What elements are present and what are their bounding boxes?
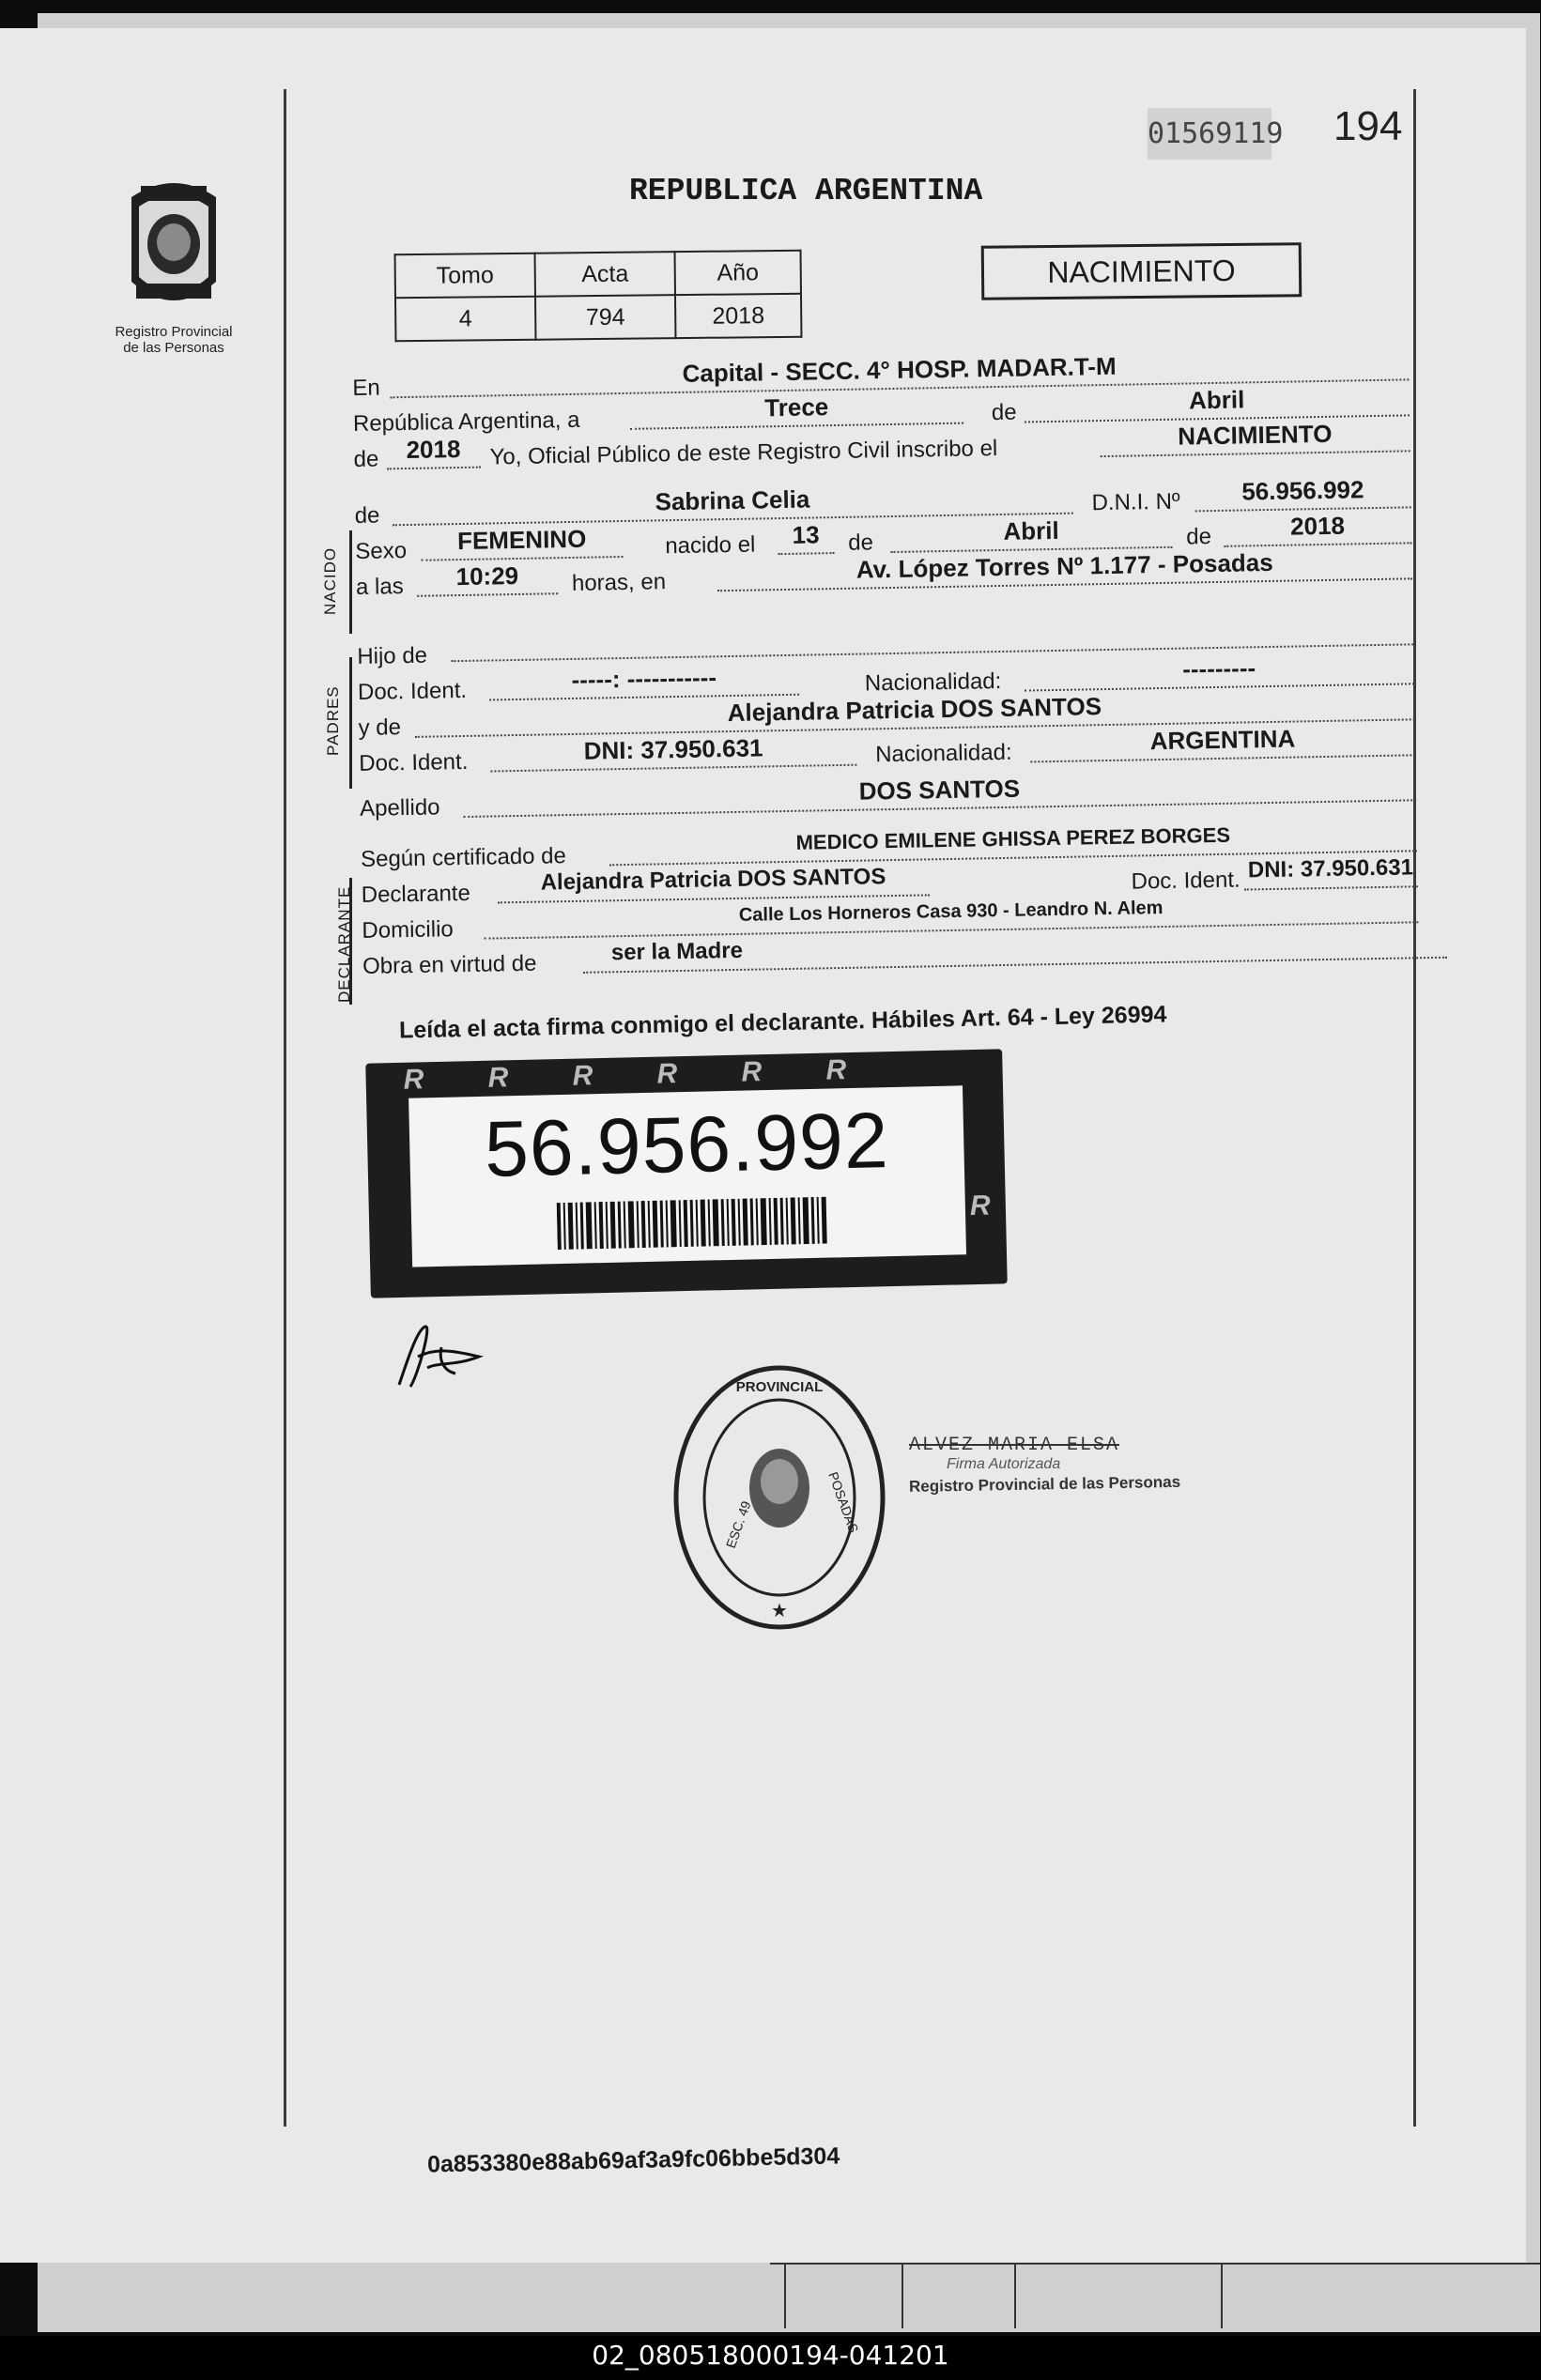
field-surname: DOS SANTOS — [463, 763, 1417, 818]
declarant-signature-icon — [390, 1319, 493, 1394]
document-hash: 0a853380e88ab69af3a9fc06bbe5d304 — [426, 2142, 840, 2178]
officer-role: Firma Autorizada — [947, 1456, 1061, 1472]
label-docident-father: Doc. Ident. — [357, 677, 468, 705]
sticker-mark: R — [741, 1056, 763, 1088]
registry-header-row — [395, 251, 801, 299]
label-en: En — [352, 375, 380, 401]
field-child-name: Sabrina Celia — [392, 477, 1073, 527]
label-yde: y de — [358, 714, 402, 741]
label-de-bmonth: de — [848, 530, 874, 556]
field-place: Capital - SECC. 4° HOSP. MADAR.T-M — [390, 343, 1410, 398]
field-capacity: ser la Madre — [583, 921, 1448, 974]
registry-col-tomo: Tomo — [395, 253, 535, 299]
registry-ano-value: 2018 — [675, 294, 801, 338]
field-birth-time: 10:29 — [417, 557, 559, 597]
serial-number: 01569119 — [1148, 108, 1271, 160]
underlying-sheet — [770, 2263, 1540, 2328]
registry-acta-value: 794 — [535, 295, 675, 340]
field-act-word: NACIMIENTO — [1100, 414, 1410, 457]
label-dni: D.N.I. Nº — [1091, 488, 1180, 516]
sticker-mark: R — [969, 1190, 991, 1222]
field-month: Abril — [1024, 378, 1410, 422]
svg-text:ESC. 49: ESC. 49 — [722, 1498, 754, 1551]
side-label-padres: PADRES — [324, 685, 342, 756]
label-obra: Obra en virtud de — [362, 950, 537, 979]
barcode-icon — [557, 1197, 830, 1251]
field-certificate: MEDICO EMILENE GHISSA PEREZ BORGES — [609, 814, 1418, 866]
label-de-year: de — [353, 446, 379, 472]
sticker-mark: R — [656, 1058, 678, 1090]
label-de-month: de — [991, 399, 1017, 426]
crest-label-line2: de las Personas — [123, 340, 224, 356]
sticker-mark: R — [572, 1060, 593, 1092]
act-type-box: NACIMIENTO — [981, 242, 1302, 300]
under-sheet-divider — [1221, 2263, 1223, 2328]
sticker-mark: R — [487, 1062, 509, 1094]
nacido-bracket — [349, 530, 352, 634]
registry-value-row — [395, 294, 801, 342]
svg-text:★: ★ — [771, 1601, 788, 1621]
field-father-nat: --------- — [1024, 647, 1414, 691]
registry-col-ano: Año — [675, 251, 801, 295]
label-docident-mother: Doc. Ident. — [359, 748, 469, 776]
field-year: 2018 — [386, 431, 481, 470]
label-nac-father: Nacionalidad: — [864, 668, 1002, 697]
label-republica: República Argentina, a — [352, 407, 580, 437]
field-child-dni: 56.956.992 — [1194, 470, 1411, 512]
side-label-declarante: DECLARANTE — [335, 885, 353, 1003]
officer-organization: Registro Provincial de las Personas — [908, 1472, 1181, 1496]
sticker-dni-number: 56.956.992 — [484, 1096, 890, 1193]
label-de-name: de — [354, 502, 380, 529]
crest-emblem-icon — [113, 169, 235, 319]
label-hijo: Hijo de — [357, 642, 428, 669]
registry-col-acta: Acta — [535, 252, 675, 297]
registry-table — [394, 250, 803, 343]
field-birth-year: 2018 — [1224, 506, 1412, 546]
sticker-inner — [408, 1085, 966, 1267]
field-father-doc: -----: ----------- — [488, 658, 799, 701]
under-sheet-divider — [1014, 2263, 1016, 2328]
svg-text:POSADAS: POSADAS — [825, 1469, 862, 1535]
label-official-text: Yo, Oficial Público de este Registro Civil inscribo el — [489, 436, 998, 470]
label-de-byear: de — [1185, 524, 1212, 550]
document-title: REPUBLICA ARGENTINA — [629, 174, 983, 208]
footer-caption: 02_080518000194-041201 — [592, 2340, 949, 2371]
field-mother-name: Alejandra Patricia DOS SANTOS — [414, 683, 1415, 738]
under-sheet-divider — [784, 2263, 786, 2328]
official-seal-icon — [669, 1361, 890, 1634]
svg-text:PROVINCIAL: PROVINCIAL — [735, 1379, 824, 1395]
authorized-officer — [909, 1435, 1219, 1494]
id-number-sticker — [365, 1049, 1007, 1297]
label-apellido: Apellido — [359, 794, 440, 821]
label-segun: Según certificado de — [360, 843, 567, 872]
registry-tomo-value: 4 — [395, 297, 535, 342]
left-margin-line — [284, 89, 286, 2127]
sticker-mark: R — [825, 1054, 847, 1086]
crest-label-line1: Registro Provincial — [115, 324, 233, 340]
certificate-form — [352, 351, 1432, 979]
officer-name: ALVEZ MARIA ELSA — [909, 1435, 1120, 1456]
field-sex: FEMENINO — [421, 520, 624, 561]
field-birth-month: Abril — [890, 511, 1173, 553]
label-docident-declarant: Doc. Ident. — [1131, 867, 1241, 895]
under-sheet-edge — [770, 2263, 1540, 2265]
under-sheet-divider — [901, 2263, 903, 2328]
sheet-number: 194 — [1333, 103, 1403, 149]
closing-statement: Leída el acta firma conmigo el declarante. Hábiles Art. 64 - Ley 26994 — [398, 1001, 1167, 1044]
label-domicilio: Domicilio — [362, 916, 454, 944]
field-declarant: Alejandra Patricia DOS SANTOS — [497, 858, 930, 903]
label-sexo: Sexo — [355, 538, 408, 564]
field-mother-nat: ARGENTINA — [1030, 718, 1416, 762]
province-crest — [103, 169, 244, 356]
field-declarant-doc: DNI: 37.950.631 — [1243, 850, 1418, 890]
label-declarante: Declarante — [361, 880, 471, 908]
padres-bracket — [349, 657, 352, 789]
field-birth-place: Av. López Torres Nº 1.177 - Posadas — [717, 542, 1412, 591]
field-birth-day: 13 — [778, 516, 835, 555]
field-day-words: Trece — [629, 387, 963, 430]
field-mother-doc: DNI: 37.950.631 — [490, 729, 857, 773]
label-horas: horas, en — [571, 569, 667, 596]
side-label-nacido: NACIDO — [321, 546, 339, 615]
label-nac-mother: Nacionalidad: — [874, 739, 1012, 768]
label-nacido: nacido el — [665, 531, 756, 560]
label-alas: a las — [355, 574, 404, 600]
sticker-mark: R — [403, 1064, 424, 1096]
field-address: Calle Los Horneros Casa 930 - Leandro N. Alem — [484, 885, 1419, 939]
